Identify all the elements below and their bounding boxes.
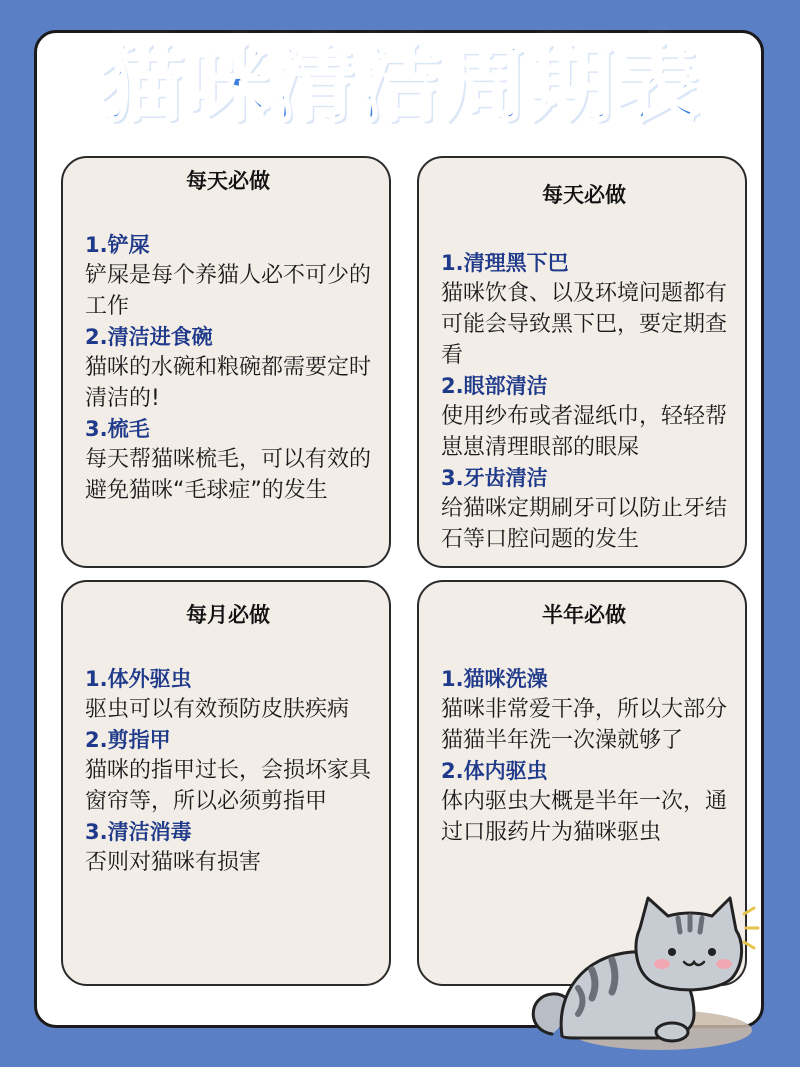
section-body: 猫咪的指甲过长，会损坏家具窗帘等，所以必须剪指甲 bbox=[85, 758, 372, 814]
card-section bbox=[85, 725, 371, 817]
card-section bbox=[85, 817, 371, 878]
section-body: 铲屎是每个养猫人必不可少的工作 bbox=[85, 263, 372, 319]
cat-illustration bbox=[522, 884, 762, 1054]
card-section bbox=[441, 664, 727, 756]
card-section bbox=[441, 756, 727, 848]
card-heading: 每天必做 bbox=[186, 169, 270, 193]
card-section bbox=[441, 371, 727, 463]
section-title: 3.牙齿清洁 bbox=[441, 466, 548, 490]
section-title: 2.体内驱虫 bbox=[441, 759, 548, 783]
card-daily-1 bbox=[61, 156, 391, 568]
section-body: 猫咪饮食、以及环境问题都有可能会导致黑下巴，要定期查看 bbox=[441, 281, 728, 368]
section-body: 猫咪非常爱干净，所以大部分猫猫半年洗一次澡就够了 bbox=[441, 697, 728, 753]
section-title: 1.清理黑下巴 bbox=[441, 251, 569, 275]
section-body: 猫咪的水碗和粮碗都需要定时清洁的! bbox=[85, 355, 372, 411]
section-title: 2.清洁进食碗 bbox=[85, 325, 213, 349]
section-body: 体内驱虫大概是半年一次，通过口服药片为猫咪驱虫 bbox=[441, 789, 728, 845]
card-daily-2 bbox=[417, 156, 747, 568]
section-title: 3.清洁消毒 bbox=[85, 820, 192, 844]
page-title: 猫咪清洁周期表 bbox=[98, 35, 701, 133]
card-section bbox=[85, 414, 371, 506]
card-section bbox=[441, 463, 727, 555]
section-body: 每天帮猫咪梳毛，可以有效的避免猫咪“毛球症”的发生 bbox=[85, 447, 372, 503]
section-title: 1.猫咪洗澡 bbox=[441, 667, 548, 691]
card-section bbox=[85, 322, 371, 414]
card-heading: 半年必做 bbox=[542, 603, 626, 627]
section-body: 否则对猫咪有损害 bbox=[85, 850, 262, 875]
section-title: 1.体外驱虫 bbox=[85, 667, 192, 691]
card-monthly bbox=[61, 580, 391, 986]
card-heading: 每月必做 bbox=[186, 603, 270, 627]
section-title: 3.梳毛 bbox=[85, 417, 150, 441]
card-section bbox=[441, 248, 727, 371]
section-title: 1.铲屎 bbox=[85, 233, 150, 257]
section-title: 2.眼部清洁 bbox=[441, 374, 548, 398]
section-body: 给猫咪定期刷牙可以防止牙结石等口腔问题的发生 bbox=[441, 496, 728, 552]
card-heading: 每天必做 bbox=[542, 183, 626, 207]
section-body: 驱虫可以有效预防皮肤疾病 bbox=[85, 697, 350, 722]
card-section bbox=[85, 664, 371, 725]
section-body: 使用纱布或者湿纸巾，轻轻帮崽崽清理眼部的眼屎 bbox=[441, 404, 728, 460]
card-section bbox=[85, 230, 371, 322]
section-title: 2.剪指甲 bbox=[85, 728, 171, 752]
